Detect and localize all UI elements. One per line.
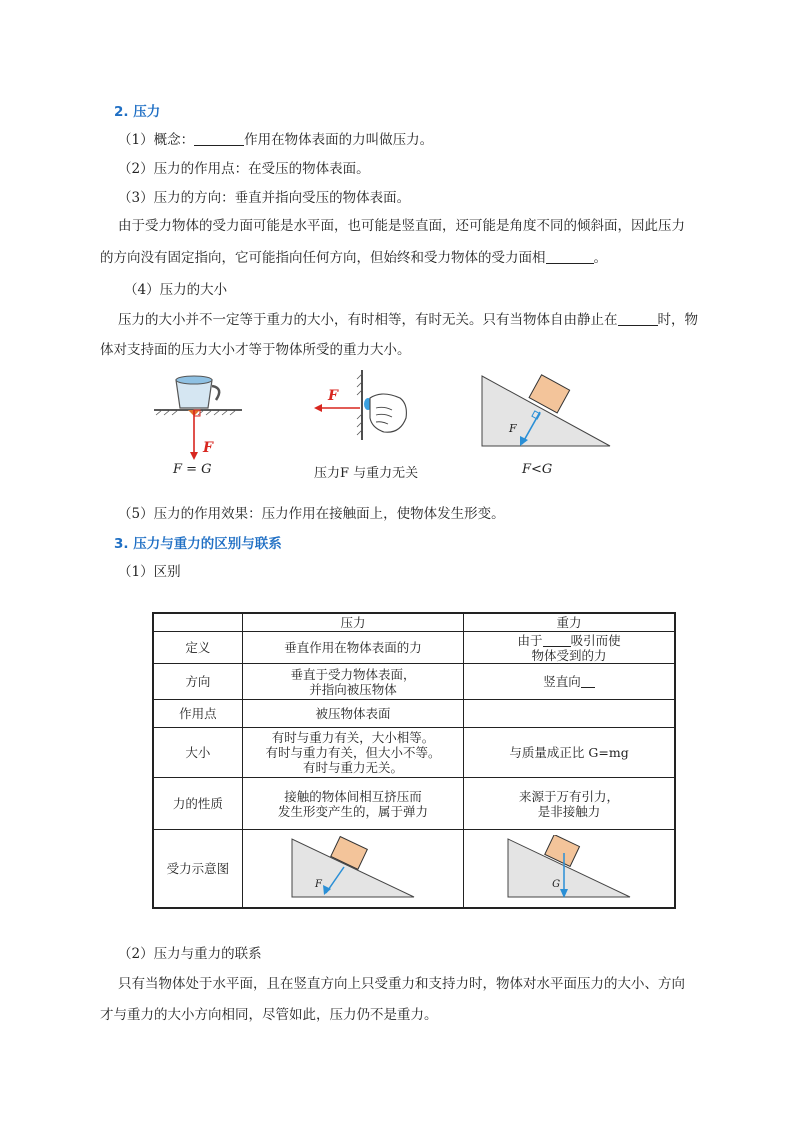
row-label: 方向 [153, 664, 242, 700]
relation-title: （2）压力与重力的联系 [118, 946, 262, 962]
pressure-cell: 垂直作用在物体表面的力 [242, 632, 463, 664]
section-2-heading: 2. 压力 [114, 104, 161, 120]
comparison-table [152, 612, 676, 909]
pressure-text: 有时与重力无关。 [302, 760, 403, 775]
concept-line [118, 128, 433, 148]
pressure-text: 发生形变产生的，属于弹力 [277, 803, 428, 819]
fig1-force-label: F [203, 440, 213, 456]
pressure-text: 接触的物体间相互挤压而 [284, 788, 422, 804]
gravity-cell: 与质量成正比 G=mg [464, 728, 675, 778]
fig3-caption: F<G [522, 462, 553, 477]
pressure-text: 垂直于受力物体表面， [290, 666, 416, 682]
table-row [153, 778, 675, 830]
fill-blank[interactable] [543, 634, 571, 647]
row-label: 作用点 [153, 700, 242, 728]
figure-cup-on-table [150, 370, 250, 465]
magnitude-line-2: 体对支持面的压力大小才等于物体所受的重力大小。 [100, 342, 411, 358]
gravity-text: 物体受到的力 [531, 647, 607, 663]
figure-block-on-incline [478, 372, 614, 450]
concept-prefix: （1）概念： [118, 132, 195, 148]
gravity-text: 是非接触力 [537, 803, 601, 819]
effect-line: （5）压力的作用效果：压力作用在接触面上，使物体发生形变。 [118, 506, 505, 522]
fig2-caption: 压力F 与重力无关 [314, 466, 419, 481]
gravity-force-label: G [552, 879, 561, 891]
magnitude-title: （4）压力的大小 [124, 282, 228, 298]
pressure-force-label: F [315, 879, 322, 891]
gravity-text: 竖直向 [543, 674, 581, 689]
gravity-text: 由于 [517, 632, 543, 648]
fig2-force-label: F [328, 388, 338, 404]
fill-blank[interactable] [618, 311, 658, 326]
fig1-caption: F = G [173, 462, 212, 477]
magnitude-line-1 [118, 308, 698, 328]
row-label: 大小 [153, 728, 242, 778]
point-line: （2）压力的作用点：在受压的物体表面。 [118, 161, 370, 177]
pressure-cell: 被压物体表面 [242, 700, 463, 728]
gravity-text: 来源于万有引力， [519, 788, 620, 804]
magnitude-end: 时，物 [657, 312, 698, 328]
table-row [153, 664, 675, 700]
fill-blank[interactable] [546, 249, 594, 264]
fig3-force-label: F [509, 422, 517, 435]
pressure-cell [242, 728, 463, 778]
row-label: 定义 [153, 632, 242, 664]
table-row [153, 632, 675, 664]
row-label: 力的性质 [153, 778, 242, 830]
fill-blank[interactable] [194, 131, 244, 146]
table-row [153, 728, 675, 778]
explain-line-1: 由于受力物体的受力面可能是水平面，也可能是竖直面，还可能是角度不同的倾斜面，因此压力 [118, 218, 685, 234]
gravity-cell [464, 778, 675, 830]
header-gravity: 重力 [464, 613, 675, 632]
gravity-text: 吸引而使 [570, 632, 621, 648]
pressure-cell [242, 778, 463, 830]
gravity-incline-diagram [504, 835, 634, 901]
table-row [153, 700, 675, 728]
explain-line-2 [100, 246, 607, 266]
explain-text: 的方向没有固定指向，它可能指向任何方向，但始终和受力物体的受力面相 [100, 250, 546, 266]
figure-hand-on-wall [310, 368, 420, 443]
pressure-text: 有时与重力有关，大小相等。 [271, 730, 435, 745]
gravity-diagram-cell [464, 830, 675, 908]
header-pressure: 压力 [242, 613, 463, 632]
gravity-cell [464, 664, 675, 700]
table-header-row [153, 613, 675, 632]
difference-title: （1）区别 [118, 564, 181, 580]
row-label: 受力示意图 [153, 830, 242, 908]
magnitude-text: 压力的大小并不一定等于重力的大小，有时相等，有时无关。只有当物体自由静止在 [118, 312, 618, 328]
direction-line: （3）压力的方向：垂直并指向受压的物体表面。 [118, 190, 411, 206]
explain-end: 。 [593, 250, 607, 266]
pressure-diagram-cell [242, 830, 463, 908]
gravity-cell [464, 632, 675, 664]
pressure-text: 有时与重力有关，但大小不等。 [265, 745, 441, 760]
table-row [153, 830, 675, 908]
fill-blank[interactable] [581, 675, 595, 688]
relation-line-2: 才与重力的大小方向相同，尽管如此，压力仍不是重力。 [100, 1007, 438, 1023]
section-3-heading: 3. 压力与重力的区别与联系 [114, 536, 282, 552]
relation-line-1: 只有当物体处于水平面，且在竖直方向上只受重力和支持力时，物体对水平面压力的大小、方向 [118, 976, 685, 992]
concept-suffix: 作用在物体表面的力叫做压力。 [244, 132, 434, 148]
pressure-incline-diagram [288, 835, 418, 901]
pressure-text: 并指向被压物体 [309, 681, 397, 697]
pressure-cell [242, 664, 463, 700]
header-empty [153, 613, 242, 632]
gravity-cell [464, 700, 675, 728]
